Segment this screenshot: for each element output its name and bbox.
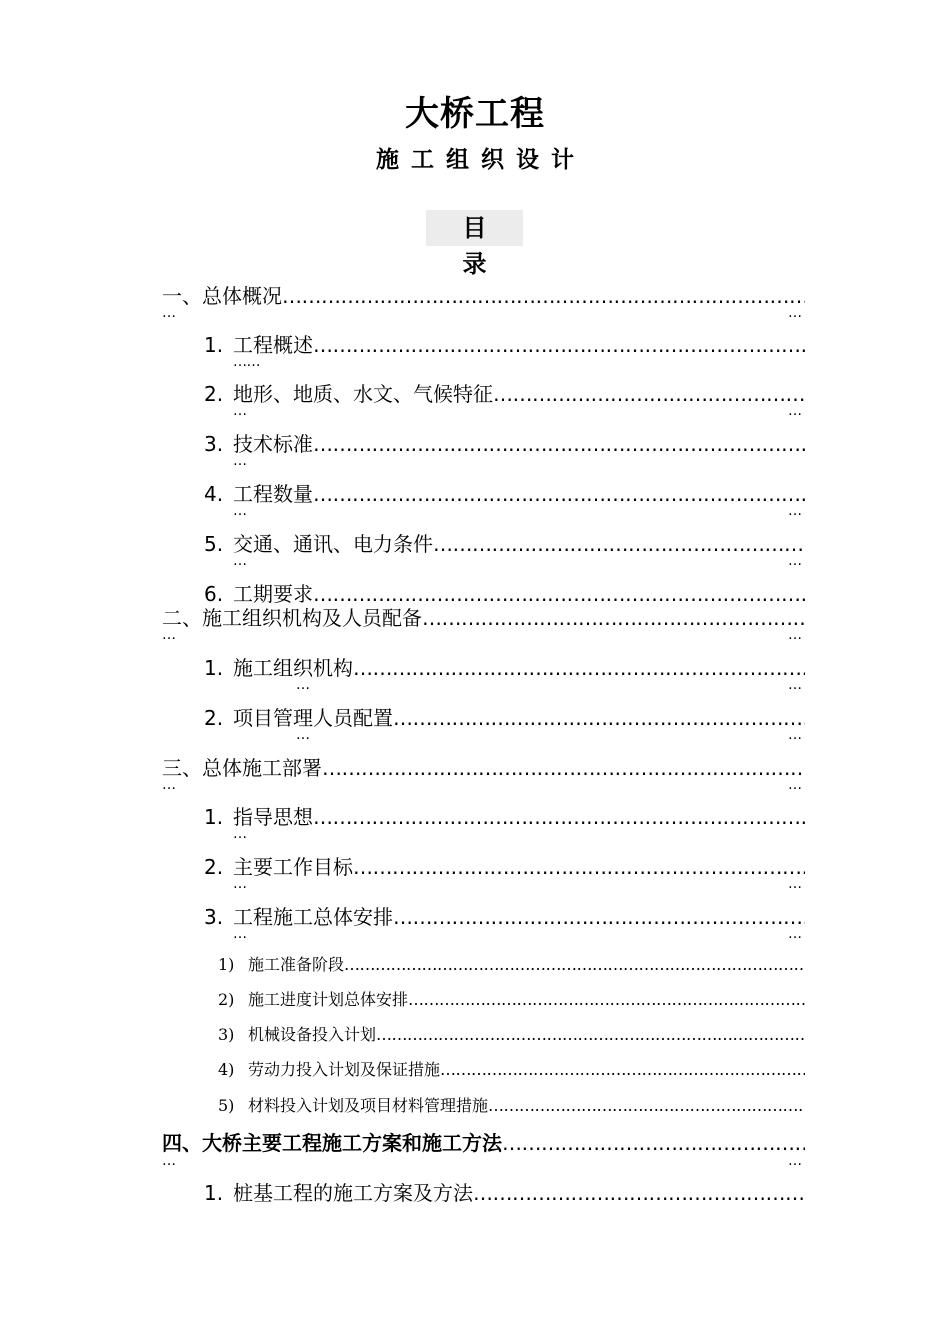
toc-entry-section-2[interactable] [162, 602, 805, 631]
toc-entry-1-1[interactable]: 1. 工程概述 …………………………………………………………………………………………………………………………………………………………………………………… [204, 329, 805, 358]
toc-leader-continuation: … [788, 727, 802, 743]
toc-entry-label: 机械设备投入计划 [248, 1025, 377, 1044]
toc-entry-label: 地形、地质、水文、气候特征 [233, 382, 493, 406]
toc-leader-continuation: … [788, 553, 802, 569]
toc-entry-3-3-3[interactable]: 3) 机械设备投入计划 …………………………………………………………………………………………………………………………………………………………………………………… [218, 1022, 805, 1045]
toc-entry-1-2[interactable]: 2. 地形、地质、水文、气候特征 …………………………………………………………………………………………………………………………………………………………………………………… [204, 378, 805, 407]
toc-entry-1-3[interactable]: 3. 技术标准 …………………………………………………………………………………………………………………………………………………………………………………… [204, 428, 805, 457]
toc-entry-section-1[interactable] [162, 280, 805, 309]
toc-entry-label: 劳动力投入计划及保证措施 [248, 1060, 441, 1079]
toc-entry-3-3-5[interactable]: 5) 材料投入计划及项目材料管理措施 …………………………………………………………………………………………………………………………………………………………………………………… [218, 1093, 805, 1116]
toc-entry-label: 施工进度计划总体安排 [248, 990, 409, 1009]
toc-entry-label: 项目管理人员配置 [233, 706, 393, 730]
toc-entry-label: 工程施工总体安排 [233, 905, 393, 929]
toc-leader-continuation: … [296, 677, 310, 693]
toc-leader-continuation: … [233, 926, 247, 942]
toc-entry-1-5[interactable]: 5. 交通、通讯、电力条件 …………………………………………………………………………………………………………………………………………………………………………………… [204, 528, 805, 557]
toc-leader-continuation: … [788, 777, 802, 793]
toc-entry-3-3[interactable]: 3. 工程施工总体安排 …………………………………………………………………………………………………………………………………………………………………………………… [204, 901, 805, 930]
toc-entry-label: 指导思想 [233, 805, 313, 829]
toc-leader-continuation: … [233, 826, 247, 842]
toc-leader-continuation: … [296, 727, 310, 743]
toc-entry-3-3-4[interactable]: 4) 劳动力投入计划及保证措施 …………………………………………………………………………………………………………………………………………………………………………………… [218, 1057, 805, 1080]
toc-entry-3-3-2[interactable]: 2) 施工进度计划总体安排 …………………………………………………………………………………………………………………………………………………………………………………… [218, 987, 805, 1010]
toc-entry-section-3[interactable] [162, 752, 805, 781]
document-title: 大桥工程 [405, 94, 545, 134]
toc-leader-continuation: … [788, 503, 802, 519]
toc-leader-continuation: … [788, 403, 802, 419]
toc-leader-continuation: … [162, 627, 176, 643]
toc-leader-continuation: … [788, 1153, 802, 1169]
toc-leader-continuation: … [788, 926, 802, 942]
toc-leader-continuation: … [233, 403, 247, 419]
toc-leader-continuation: …… [233, 354, 260, 370]
toc-entry-label: 工期要求 [233, 582, 313, 606]
toc-entry-1-6[interactable]: 6. 工期要求 …………………………………………………………………………………………………………………………………………………………………………………… [204, 578, 805, 607]
toc-heading: 目录 [426, 210, 523, 246]
toc-entry-label: 技术标准 [233, 432, 313, 456]
toc-entry-label: 工程数量 [233, 482, 313, 506]
document-subtitle: 施工组织设计 [376, 147, 586, 173]
toc-entry-label: 三、总体施工部署 [162, 756, 322, 780]
toc-leader-continuation: … [162, 305, 176, 321]
toc-entry-section-4[interactable] [162, 1127, 805, 1156]
toc-entry-3-2[interactable]: 2. 主要工作目标 …………………………………………………………………………………………………………………………………………………………………………………… [204, 851, 805, 880]
toc-entry-2-2[interactable]: 2. 项目管理人员配置 …………………………………………………………………………………………………………………………………………………………………………………… [204, 702, 805, 731]
toc-entry-label: 工程概述 [233, 333, 313, 357]
toc-entry-label: 二、施工组织机构及人员配备 [162, 606, 422, 630]
toc-entry-3-3-1[interactable]: 1) 施工准备阶段 …………………………………………………………………………………………………………………………………………………………………………………… [218, 952, 805, 975]
toc-leader-continuation: … [162, 777, 176, 793]
toc-leader-continuation: … [788, 627, 802, 643]
toc-entry-label: 主要工作目标 [233, 855, 353, 879]
toc-leader-continuation: … [788, 305, 802, 321]
toc-entry-label: 桩基工程的施工方案及方法 [233, 1181, 473, 1205]
toc-entry-label: 施工组织机构 [233, 656, 353, 680]
toc-entry-3-1[interactable]: 1. 指导思想 …………………………………………………………………………………………………………………………………………………………………………………… [204, 801, 805, 830]
toc-entry-4-1[interactable]: 1. 桩基工程的施工方案及方法 …………………………………………………………………………………………………………………………………………………………………………………… [204, 1177, 805, 1206]
toc-leader-continuation: … [162, 1153, 176, 1169]
toc-leader-continuation: … [788, 677, 802, 693]
toc-leader-continuation: … [788, 876, 802, 892]
toc-entry-label: 施工准备阶段 [248, 955, 345, 974]
toc-entry-1-4[interactable]: 4. 工程数量 …………………………………………………………………………………………………………………………………………………………………………………… [204, 478, 805, 507]
toc-leader-continuation: … [233, 503, 247, 519]
toc-entry-label: 四、大桥主要工程施工方案和施工方法 [162, 1131, 502, 1155]
toc-leader-continuation: … [233, 876, 247, 892]
toc-entry-2-1[interactable]: 1. 施工组织机构 …………………………………………………………………………………………………………………………………………………………………………………… [204, 652, 805, 681]
toc-leader-continuation: … [233, 453, 247, 469]
toc-leader-continuation: … [233, 553, 247, 569]
toc-entry-label: 交通、通讯、电力条件 [233, 532, 433, 556]
toc-entry-label: 一、总体概况 [162, 284, 282, 308]
toc-entry-label: 材料投入计划及项目材料管理措施 [248, 1096, 489, 1115]
